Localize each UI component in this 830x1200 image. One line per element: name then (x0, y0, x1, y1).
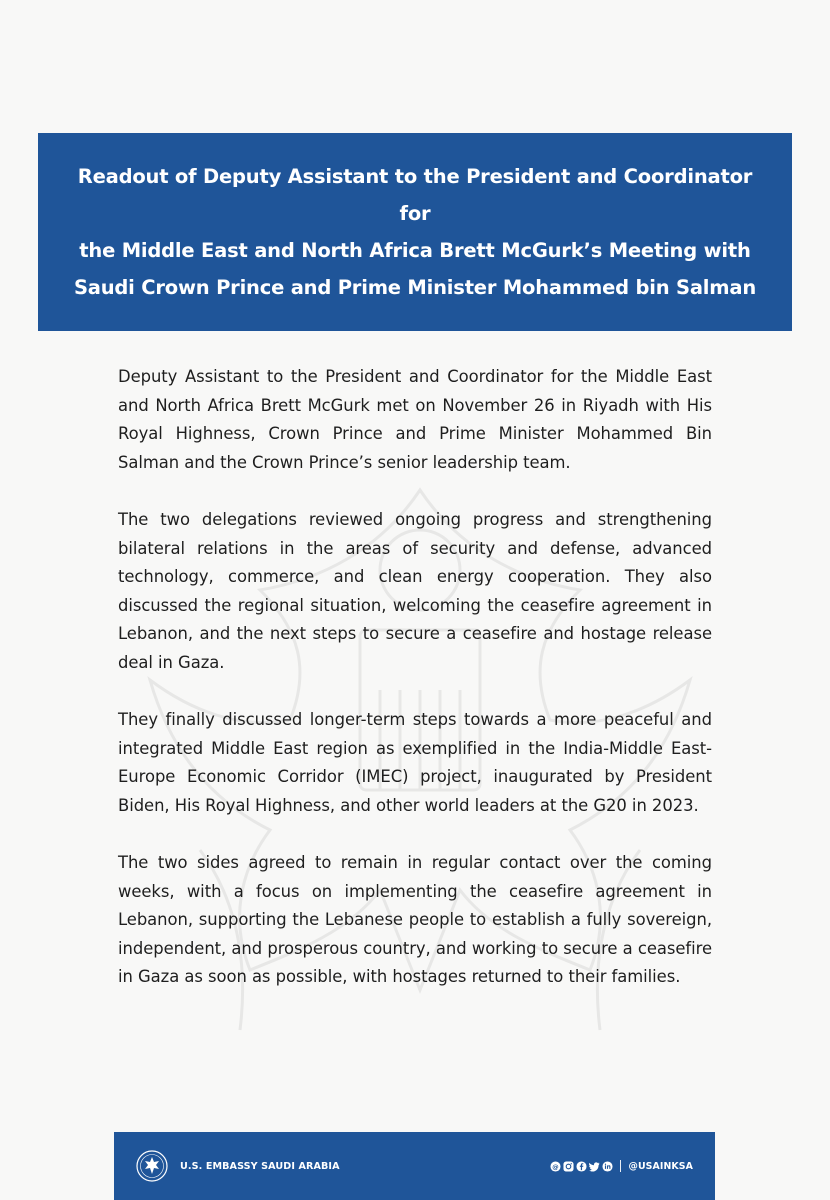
linkedin-icon[interactable] (602, 1161, 613, 1172)
paragraph-1: Deputy Assistant to the President and Coordinator for the Middle East and North Africa Brett McGurk met on November 26 in Riyadh with His Royal Highness, Crown Prince and Prime Minister Mohammed Bin Salman and the Crown Prince’s senior leadership team. (118, 367, 712, 472)
threads-icon[interactable] (550, 1161, 561, 1172)
footer-divider (620, 1160, 621, 1172)
social-icons (550, 1161, 613, 1172)
headline-line-3: Saudi Crown Prince and Prime Minister Mohammed bin Salman (73, 276, 757, 299)
facebook-icon[interactable] (576, 1161, 587, 1172)
headline-line-2: the Middle East and North Africa Brett McGurk’s Meeting with (79, 239, 751, 262)
footer-bar (114, 1132, 715, 1200)
headline (68, 158, 762, 306)
svg-text:@: @ (552, 1162, 560, 1171)
headline-line-1: Readout of Deputy Assistant to the President and Coordinator for (77, 165, 753, 225)
instagram-icon[interactable] (563, 1161, 574, 1172)
embassy-seal-icon (136, 1150, 168, 1182)
article-body (118, 363, 712, 1021)
twitter-icon[interactable] (589, 1161, 600, 1172)
headline-banner (38, 133, 792, 331)
paragraph-2: The two delegations reviewed ongoing progress and strengthening bilateral relations in the areas of security and defense, advanced technology, commerce, and clean energy cooperation. They also discussed the regional situation, welcoming the ceasefire agreement in Lebanon, and the next steps to secure a ceasefire and hostage release deal in Gaza. (118, 509, 712, 672)
embassy-name: U.S. EMBASSY SAUDI ARABIA (180, 1160, 340, 1172)
social-handle[interactable]: @USAINKSA (628, 1160, 693, 1172)
paragraph-3: They finally discussed longer-term steps towards a more peaceful and integrated Middle East region as exemplified in the India-Middle East-Europe Economic Corridor (IMEC) project, inaugurated by President Biden, His Royal Highness, and other world leaders at the G20 in 2023. (118, 710, 712, 815)
paragraph-4: The two sides agreed to remain in regular contact over the coming weeks, with a focus on implementing the ceasefire agreement in Lebanon, supporting the Lebanese people to establish a fully sovereign, independent, and prosperous country, and working to secure a ceasefire in Gaza as soon as possible, with hostages returned to their families. (118, 853, 712, 987)
